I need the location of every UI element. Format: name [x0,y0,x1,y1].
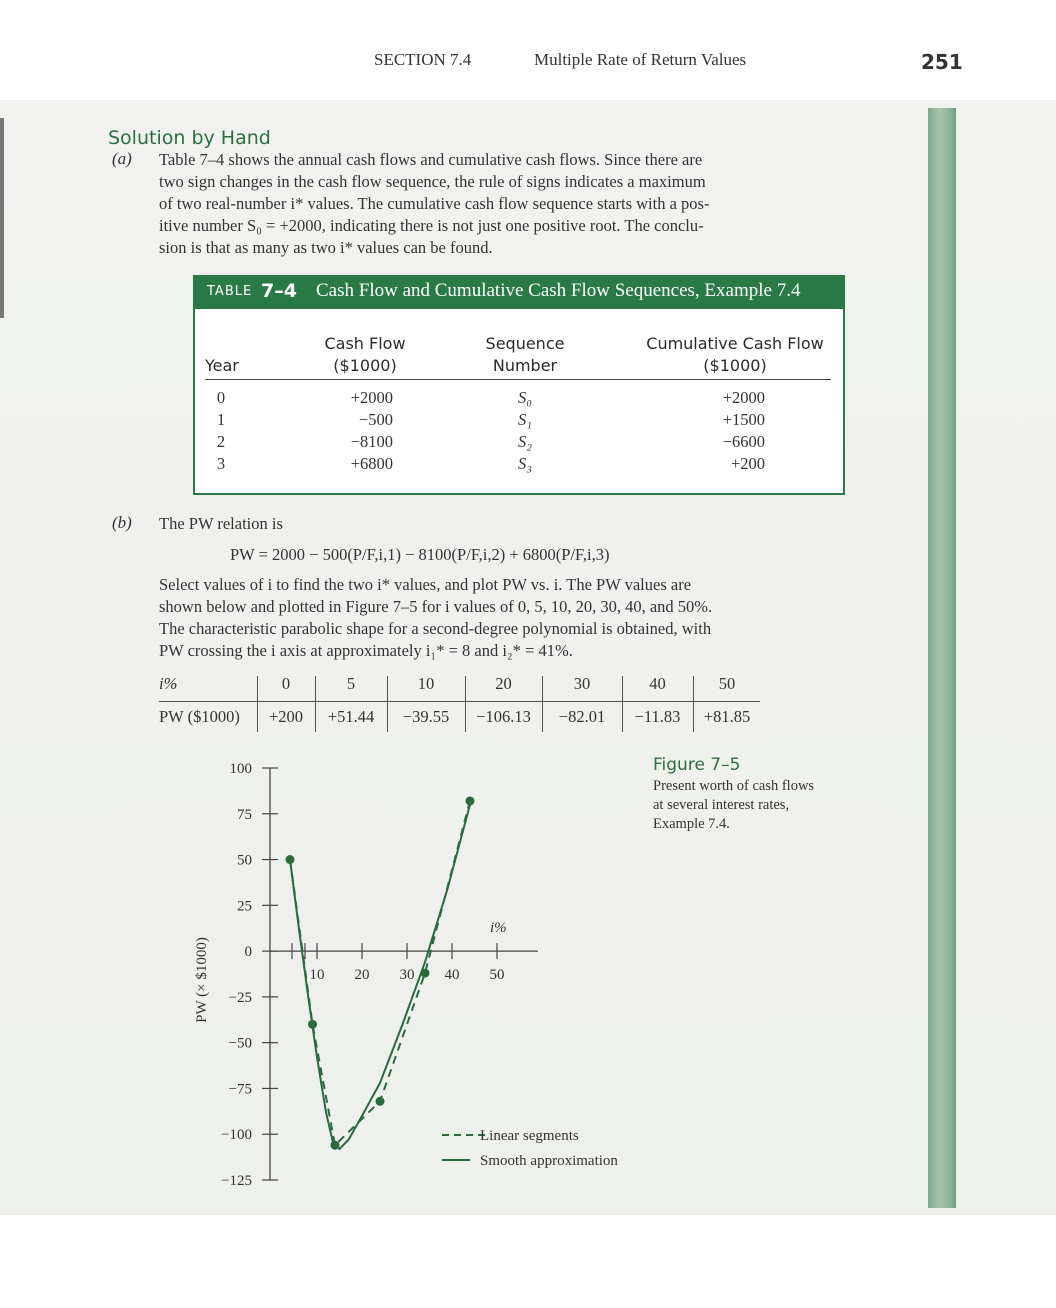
i-value: 20 [495,674,512,693]
part-a-label: (a) [112,149,132,168]
decorative-side-strip [928,108,956,1208]
pw-table-rule [159,701,760,702]
y-tick-label: 0 [244,944,252,961]
y-tick-label: 100 [229,761,252,777]
cell-cumulative: +1500 [722,410,765,429]
header-sequence-line1: Sequence [485,334,565,353]
i-value: 5 [346,674,356,693]
chart-legend [442,1128,618,1169]
x-tick-label: 50 [489,967,505,984]
y-axis-label: PW (× $1000) [194,937,210,1023]
header-cumulative [635,333,835,377]
cell-cash-flow: −8100 [350,432,393,451]
i-value: 40 [649,674,666,693]
x-tick-label: 40 [444,967,460,984]
pw-chart [180,750,650,1200]
legend-linear: Linear segments [480,1128,579,1144]
part-a-line: sion is that as many as two i* values can be found. [159,238,493,257]
y-tick-label: 25 [237,898,252,915]
solution-heading: Solution by Hand [108,127,271,149]
header-cash-flow-line2: ($1000) [333,356,397,375]
y-tick-label: 50 [237,852,252,869]
header-year: Year [205,356,239,375]
pw-value: +51.44 [327,707,375,726]
pw-value: −39.55 [402,707,450,726]
part-b-line: Select values of i to find the two i* values, and plot PW vs. i. The PW values are [159,575,692,594]
table-header-rule [205,379,831,380]
table-title: Cash Flow and Cumulative Cash Flow Sequences, Example 7.4 [316,280,801,301]
part-a-line: of two real-number i* values. The cumulative cash flow sequence starts with a pos- [159,194,710,213]
cell-cash-flow: +2000 [350,388,393,407]
header-sequence-line2: Number [492,356,558,375]
pw-values-table [159,672,761,734]
header-title: Multiple Rate of Return Values [534,50,747,69]
y-tick-label: −125 [221,1173,252,1189]
y-tick-label: −100 [221,1127,252,1144]
pw-value: −11.83 [634,707,681,726]
header-cash-flow-line1: Cash Flow [324,334,406,353]
table-caption-bar [195,277,843,309]
row-label-i: i% [159,674,178,693]
pw-value: +200 [268,707,304,726]
part-b-intro: The PW relation is [159,514,283,533]
header-sequence [455,333,595,377]
part-a-text [159,149,761,259]
part-b-label: (b) [112,513,132,532]
cell-year: 0 [216,388,226,407]
x-axis-label: i% [490,920,507,936]
x-tick-label: 10 [309,967,325,984]
page-number: 251 [921,50,963,74]
part-a-line: Table 7–4 shows the annual cash flows and cumulative cash flows. Since there are [159,150,703,169]
y-tick-label: −50 [228,1035,252,1052]
data-point [421,969,430,978]
table-tag: TABLE [207,284,253,299]
pw-value: −106.13 [476,707,531,726]
cell-sequence: S₀ [518,388,532,407]
x-tick-label: 30 [399,967,415,984]
cell-year: 3 [216,454,226,473]
pw-value: +81.85 [703,707,751,726]
part-b-line: PW crossing the i axis at approximately i₁* = 8 and i₂* = 41%. [159,641,573,660]
header-cash-flow [295,333,435,377]
figure-caption: Present worth of cash flows at several interest rates, Example 7.4. [653,778,815,832]
header-section: SECTION 7.4 [374,50,472,69]
data-point [376,1097,385,1106]
header-cumulative-line1: Cumulative Cash Flow [646,334,824,353]
y-tick-label: −25 [228,989,252,1006]
cell-cumulative: +2000 [722,388,765,407]
part-b-text [159,574,761,662]
i-value: 10 [417,674,435,693]
data-point [308,1020,317,1029]
i-value: 50 [718,674,736,693]
cell-cumulative: +200 [730,454,765,473]
cell-cash-flow: −500 [358,410,393,429]
header-cumulative-line2: ($1000) [703,356,767,375]
y-tick-label: −75 [228,1081,252,1098]
i-value: 0 [281,674,291,693]
part-a-line: two sign changes in the cash flow sequence, the rule of signs indicates a maximum [159,172,706,191]
data-point [286,855,295,864]
part-b-line: The characteristic parabolic shape for a second-degree polynomial is obtained, with [159,619,712,638]
part-b-line: shown below and plotted in Figure 7–5 for i values of 0, 5, 10, 20, 30, 40, and 50%. [159,597,713,616]
figure-label: Figure 7–5 [653,755,741,775]
x-tick-label: 20 [354,967,370,984]
part-a-line: itive number S₀ = +2000, indicating there is not just one positive root. The conclu- [159,216,704,235]
legend-smooth: Smooth approximation [480,1153,618,1169]
y-tick-label: 75 [237,806,252,823]
cell-sequence: S₁ [518,410,532,429]
i-value: 30 [573,674,591,693]
data-point [466,796,475,805]
data-point [331,1141,340,1150]
cell-cumulative: −6600 [722,432,765,451]
page-edge-mark [0,118,4,318]
cell-year: 2 [216,432,226,451]
table-7-4 [193,275,845,495]
cell-cash-flow: +6800 [350,454,393,473]
row-label-pw: PW ($1000) [159,707,240,726]
chart-ticks [221,761,504,1189]
table-number: 7–4 [261,280,297,302]
cell-year: 1 [216,410,226,429]
pw-equation: PW = 2000 − 500(P/F,i,1) − 8100(P/F,i,2) + 6800(P/F,i,3) [230,545,610,564]
pw-value: −82.01 [558,707,606,726]
cell-sequence: S₃ [518,454,532,473]
cell-sequence: S₂ [518,432,532,451]
